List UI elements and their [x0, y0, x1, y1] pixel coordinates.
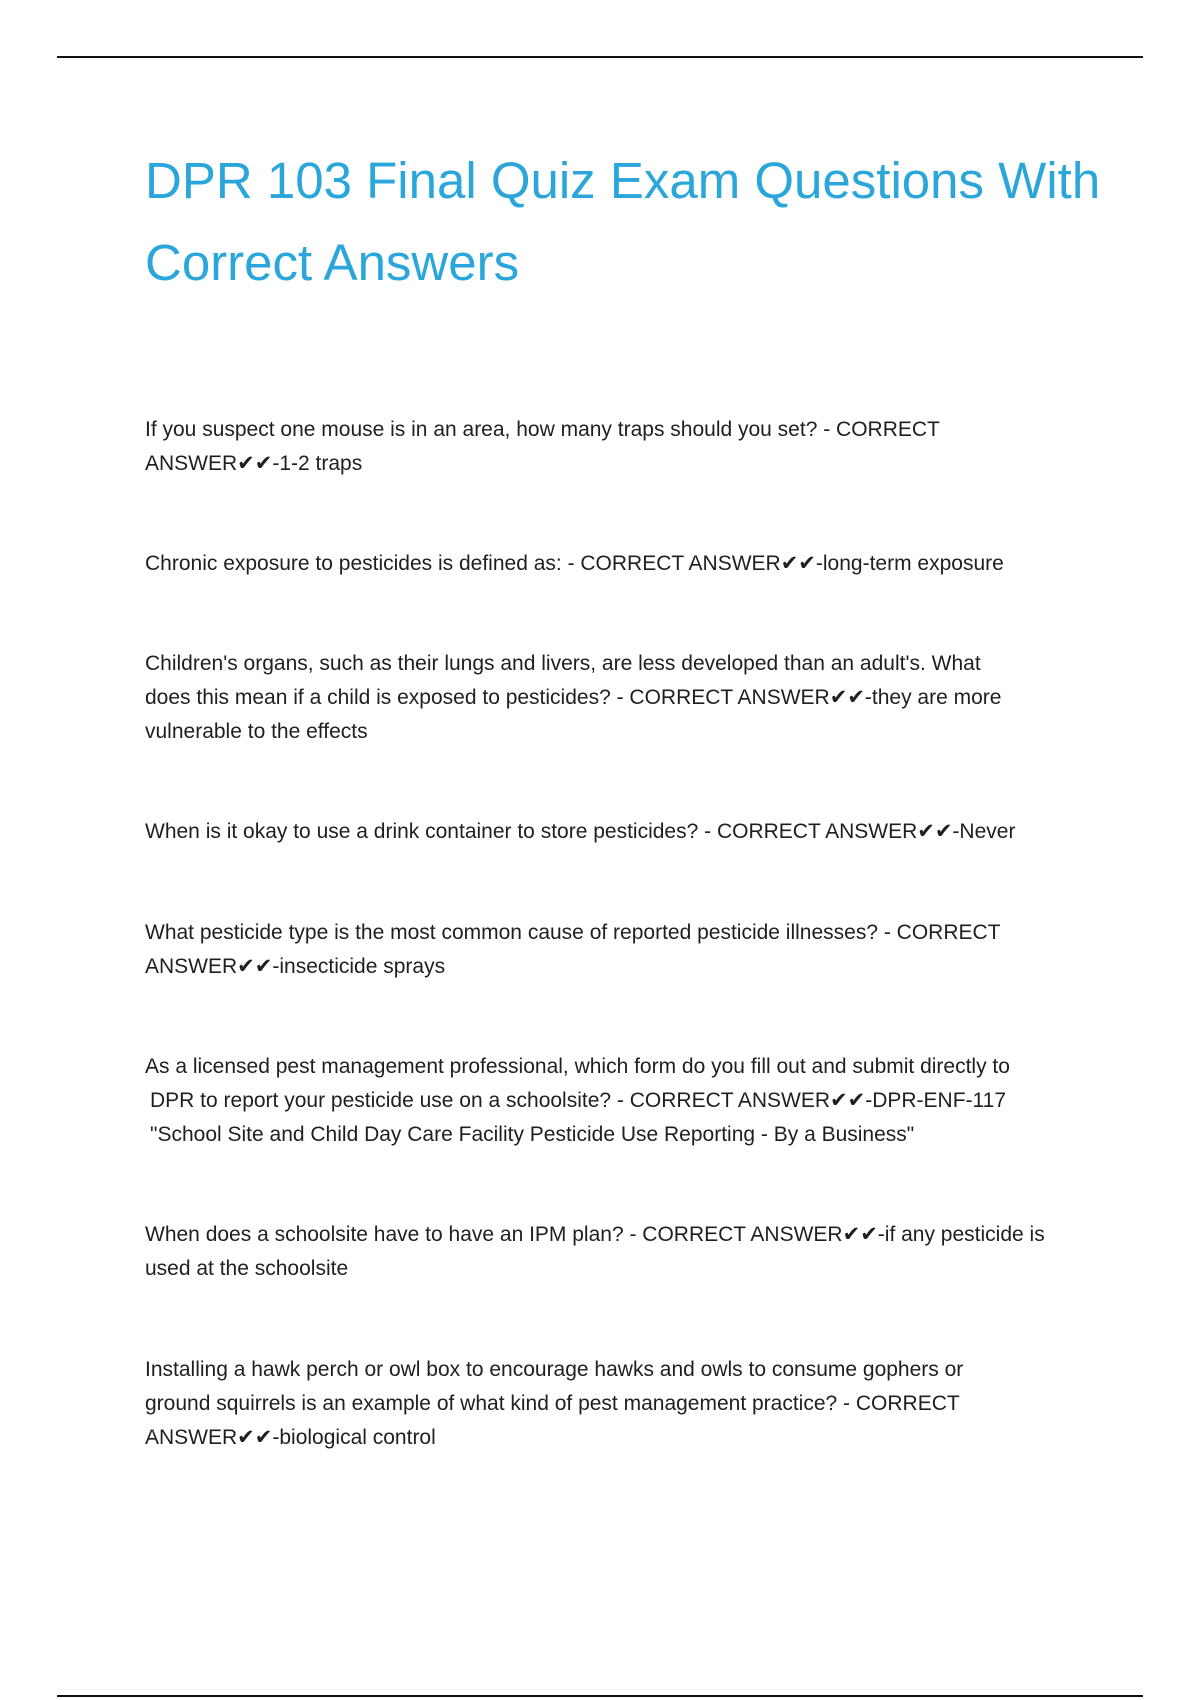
qa-line: used at the schoolsite [145, 1257, 349, 1280]
qa-item-3 [145, 647, 1105, 749]
qa-line: When does a schoolsite have to have an IPM plan? - CORRECT ANSWER✔✔-if any pesticide is [145, 1223, 1045, 1246]
qa-line: If you suspect one mouse is in an area, how many traps should you set? - CORRECT [145, 418, 940, 441]
qa-line: "School Site and Child Day Care Facility Pesticide Use Reporting - By a Business" [150, 1123, 915, 1146]
qa-line: ANSWER✔✔-insecticide sprays [145, 955, 446, 978]
qa-line: As a licensed pest management professional, which form do you fill out and submit directly to [145, 1055, 1010, 1078]
qa-item-7 [145, 1218, 1105, 1286]
title-line-2: Correct Answers [145, 234, 520, 291]
qa-item-2 [145, 547, 1105, 581]
qa-item-8 [145, 1353, 1105, 1455]
qa-item-5 [145, 916, 1105, 984]
qa-line: Children's organs, such as their lungs and livers, are less developed than an adult's. What [145, 652, 981, 675]
qa-line: does this mean if a child is exposed to pesticides? - CORRECT ANSWER✔✔-they are more [145, 686, 1002, 709]
qa-line: ANSWER✔✔-biological control [145, 1426, 436, 1449]
qa-line: Installing a hawk perch or owl box to encourage hawks and owls to consume gophers or [145, 1358, 964, 1381]
qa-item-4 [145, 815, 1105, 849]
qa-line: Chronic exposure to pesticides is defined as: - CORRECT ANSWER✔✔-long-term exposure [145, 552, 1004, 575]
qa-line: What pesticide type is the most common cause of reported pesticide illnesses? - CORRECT [145, 921, 1001, 944]
qa-line: DPR to report your pesticide use on a schoolsite? - CORRECT ANSWER✔✔-DPR-ENF-117 [150, 1089, 1007, 1112]
qa-line: When is it okay to use a drink container to store pesticides? - CORRECT ANSWER✔✔-Never [145, 820, 1016, 843]
qa-line: ANSWER✔✔-1-2 traps [145, 452, 363, 475]
qa-item-1 [145, 413, 1105, 481]
qa-line: ground squirrels is an example of what kind of pest management practice? - CORRECT [145, 1392, 960, 1415]
page-title [145, 140, 1105, 304]
title-line-1: DPR 103 Final Quiz Exam Questions With [145, 152, 1101, 209]
top-rule [57, 56, 1143, 58]
bottom-rule [57, 1695, 1143, 1697]
qa-line: vulnerable to the effects [145, 720, 368, 743]
qa-item-6 [145, 1050, 1105, 1152]
